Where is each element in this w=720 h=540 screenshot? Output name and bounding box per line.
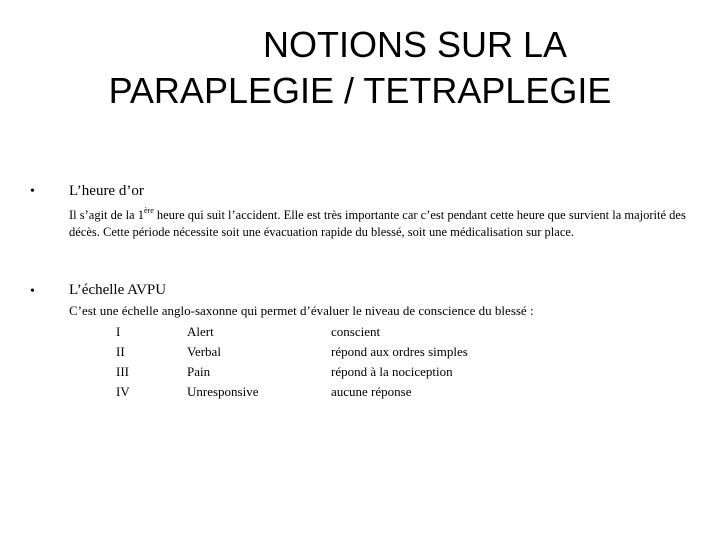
ordinal-superscript: ère	[143, 205, 154, 215]
avpu-row	[0, 364, 720, 384]
avpu-level-word: Unresponsive	[187, 384, 259, 399]
avpu-level-number: IV	[116, 384, 130, 399]
avpu-level-number: III	[116, 364, 129, 379]
paragraph-text-end: heure qui suit l’accident. Elle est très importante car c’est pendant cette heure que survient la majorité des décès. Cette période nécessite soit une évacuation rapide du blessé, soit une médicalisation sur place.	[69, 208, 686, 239]
avpu-level-meaning: répond à la nociception	[331, 364, 453, 379]
slide-title-line-1: NOTIONS SUR LA	[262, 24, 568, 65]
section-heading-echelle-avpu: L’échelle AVPU	[69, 282, 167, 298]
avpu-row	[0, 324, 720, 344]
avpu-intro-text: C’est une échelle anglo-saxonne qui permet d’évaluer le niveau de conscience du blessé :	[69, 303, 534, 318]
slide-title	[0, 22, 720, 114]
paragraph-text-start: Il s’agit de la 1	[69, 208, 144, 222]
avpu-level-meaning: répond aux ordres simples	[331, 344, 468, 359]
avpu-level-meaning: aucune réponse	[331, 384, 412, 399]
avpu-level-word: Verbal	[187, 344, 221, 359]
avpu-level-word: Pain	[187, 364, 211, 379]
avpu-row	[0, 384, 720, 404]
section-paragraph-heure-d-or	[69, 207, 689, 241]
bullet-point-2: •	[30, 284, 35, 299]
avpu-row	[0, 344, 720, 364]
avpu-level-meaning: conscient	[331, 324, 381, 339]
section-heading-heure-d-or: L’heure d’or	[69, 183, 144, 199]
slide-title-line-2: PARAPLEGIE / TETRAPLEGIE	[108, 70, 612, 111]
bullet-point-1: •	[30, 184, 35, 199]
avpu-level-number: II	[116, 344, 125, 359]
avpu-level-number: I	[116, 324, 121, 339]
avpu-level-word: Alert	[187, 324, 214, 339]
